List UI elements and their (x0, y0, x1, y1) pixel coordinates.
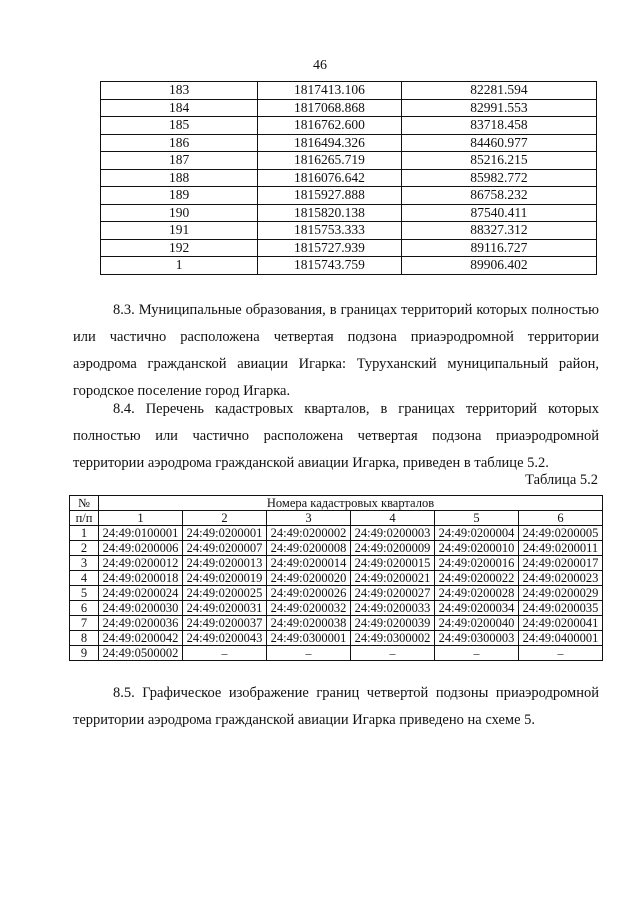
table-row (101, 222, 597, 240)
cadastral-quarter-cell: 24:49:0200006 (99, 541, 183, 556)
cadastral-quarter-cell: 24:49:0300003 (435, 631, 519, 646)
table-row (70, 526, 603, 541)
table-row (101, 152, 597, 170)
row-number-cell: 9 (70, 646, 99, 661)
paragraph-8-3 (73, 297, 599, 405)
y-coordinate-cell: 83718.458 (401, 117, 596, 135)
table-row (70, 616, 603, 631)
table-row (101, 257, 597, 275)
cadastral-quarter-cell: 24:49:0200027 (351, 586, 435, 601)
x-coordinate-cell: 1816494.326 (258, 134, 402, 152)
x-coordinate-cell: 1816762.600 (258, 117, 402, 135)
y-coordinate-cell: 88327.312 (401, 222, 596, 240)
cadastral-quarter-cell: 24:49:0200011 (519, 541, 603, 556)
cadastral-quarter-cell: 24:49:0200022 (435, 571, 519, 586)
cadastral-quarter-cell: 24:49:0200025 (183, 586, 267, 601)
cadastral-quarter-cell: 24:49:0200037 (183, 616, 267, 631)
row-number-cell: 1 (70, 526, 99, 541)
cadastral-quarter-cell: 24:49:0200004 (435, 526, 519, 541)
header-title: Номера кадастровых кварталов (99, 496, 603, 511)
point-number-cell: 187 (101, 152, 258, 170)
cadastral-quarter-cell: 24:49:0200033 (351, 601, 435, 616)
y-coordinate-cell: 85216.215 (401, 152, 596, 170)
cadastral-quarter-cell: – (183, 646, 267, 661)
cadastral-quarter-cell: 24:49:0200001 (183, 526, 267, 541)
cadastral-quarter-cell: 24:49:0200034 (435, 601, 519, 616)
table-row (70, 646, 603, 661)
point-number-cell: 184 (101, 99, 258, 117)
cadastral-quarter-cell: 24:49:0200016 (435, 556, 519, 571)
x-coordinate-cell: 1815727.939 (258, 239, 402, 257)
cadastral-quarter-cell: 24:49:0200012 (99, 556, 183, 571)
cadastral-quarter-cell: 24:49:0200042 (99, 631, 183, 646)
cadastral-quarter-cell: 24:49:0200005 (519, 526, 603, 541)
cadastral-quarter-cell: 24:49:0200026 (267, 586, 351, 601)
table-row (70, 556, 603, 571)
cadastral-quarter-cell: 24:49:0300001 (267, 631, 351, 646)
table-row (101, 187, 597, 205)
table-row (101, 204, 597, 222)
cadastral-quarter-cell: 24:49:0200029 (519, 586, 603, 601)
x-coordinate-cell: 1815753.333 (258, 222, 402, 240)
cadastral-quarter-cell: 24:49:0400001 (519, 631, 603, 646)
cadastral-quarter-cell: – (435, 646, 519, 661)
cadastral-quarter-cell: 24:49:0200002 (267, 526, 351, 541)
coordinates-table (100, 81, 597, 275)
x-coordinate-cell: 1816076.642 (258, 169, 402, 187)
point-number-cell: 183 (101, 82, 258, 100)
cadastral-quarter-cell: 24:49:0500002 (99, 646, 183, 661)
point-number-cell: 190 (101, 204, 258, 222)
table-row (101, 169, 597, 187)
point-number-cell: 1 (101, 257, 258, 275)
cadastral-quarter-cell: 24:49:0200010 (435, 541, 519, 556)
paragraph-8-4-text: 8.4. Перечень кадастровых кварталов, в границах территорий которых полностью или частично расположена четвертая подзона приаэродромной территории аэродрома гражданской авиации Игарка, приведен в таблице 5.2. (73, 401, 599, 471)
table-row (101, 99, 597, 117)
cadastral-quarter-cell: – (267, 646, 351, 661)
cadastral-quarter-cell: 24:49:0200009 (351, 541, 435, 556)
table-row (70, 571, 603, 586)
y-coordinate-cell: 89906.402 (401, 257, 596, 275)
column-number-cell: 1 (99, 511, 183, 526)
column-number-cell: 2 (183, 511, 267, 526)
x-coordinate-cell: 1815820.138 (258, 204, 402, 222)
table-row (101, 239, 597, 257)
point-number-cell: 185 (101, 117, 258, 135)
table-row (101, 134, 597, 152)
paragraph-8-3-text: 8.3. Муниципальные образования, в границах территорий которых полностью или частично расположена четвертая подзона приаэродромной территории аэродрома гражданской авиации Игарка: Туруханский муниципальный район, городское поселение город Игарка. (73, 302, 599, 399)
paragraph-8-5 (73, 680, 599, 734)
paragraph-8-5-text: 8.5. Графическое изображение границ четвертой подзоны приаэродромной территории аэродрома гражданской авиации Игарка приведено на схеме 5. (73, 685, 599, 728)
point-number-cell: 191 (101, 222, 258, 240)
page-number: 46 (313, 58, 327, 73)
cadastral-quarter-cell: 24:49:0300002 (351, 631, 435, 646)
cadastral-quarter-cell: 24:49:0200023 (519, 571, 603, 586)
row-number-cell: 2 (70, 541, 99, 556)
x-coordinate-cell: 1817068.868 (258, 99, 402, 117)
row-number-cell: 4 (70, 571, 99, 586)
y-coordinate-cell: 85982.772 (401, 169, 596, 187)
point-number-cell: 192 (101, 239, 258, 257)
x-coordinate-cell: 1815743.759 (258, 257, 402, 275)
cadastral-quarter-cell: 24:49:0200031 (183, 601, 267, 616)
paragraph-8-4 (73, 396, 599, 477)
point-number-cell: 186 (101, 134, 258, 152)
cadastral-quarter-cell: 24:49:0200007 (183, 541, 267, 556)
cadastral-quarter-cell: 24:49:0200041 (519, 616, 603, 631)
column-number-cell: 3 (267, 511, 351, 526)
cadastral-quarter-cell: 24:49:0200028 (435, 586, 519, 601)
row-number-cell: 5 (70, 586, 99, 601)
column-number-cell: 4 (351, 511, 435, 526)
cadastral-quarter-cell: 24:49:0100001 (99, 526, 183, 541)
row-number-cell: 8 (70, 631, 99, 646)
table-row (101, 82, 597, 100)
x-coordinate-cell: 1817413.106 (258, 82, 402, 100)
y-coordinate-cell: 89116.727 (401, 239, 596, 257)
cadastral-quarter-cell: 24:49:0200014 (267, 556, 351, 571)
x-coordinate-cell: 1816265.719 (258, 152, 402, 170)
header-pp: п/п (70, 511, 99, 526)
cadastral-quarter-cell: 24:49:0200020 (267, 571, 351, 586)
cadastral-quarter-cell: 24:49:0200024 (99, 586, 183, 601)
cadastral-quarter-cell: 24:49:0200043 (183, 631, 267, 646)
row-number-cell: 7 (70, 616, 99, 631)
table-row (70, 586, 603, 601)
cadastral-quarters-table (69, 495, 603, 661)
cadastral-quarter-cell: 24:49:0200030 (99, 601, 183, 616)
point-number-cell: 188 (101, 169, 258, 187)
y-coordinate-cell: 87540.411 (401, 204, 596, 222)
column-number-cell: 5 (435, 511, 519, 526)
cadastral-quarter-cell: 24:49:0200013 (183, 556, 267, 571)
y-coordinate-cell: 82991.553 (401, 99, 596, 117)
row-number-cell: 6 (70, 601, 99, 616)
cadastral-quarter-cell: 24:49:0200039 (351, 616, 435, 631)
y-coordinate-cell: 82281.594 (401, 82, 596, 100)
cadastral-quarter-cell: 24:49:0200017 (519, 556, 603, 571)
table-row (101, 117, 597, 135)
table-caption: Таблица 5.2 (525, 472, 598, 488)
cadastral-quarter-cell: 24:49:0200003 (351, 526, 435, 541)
cadastral-quarter-cell: 24:49:0200038 (267, 616, 351, 631)
cadastral-quarter-cell: 24:49:0200018 (99, 571, 183, 586)
cadastral-quarter-cell: 24:49:0200015 (351, 556, 435, 571)
cadastral-quarter-cell: 24:49:0200040 (435, 616, 519, 631)
cadastral-quarter-cell: – (519, 646, 603, 661)
y-coordinate-cell: 86758.232 (401, 187, 596, 205)
y-coordinate-cell: 84460.977 (401, 134, 596, 152)
point-number-cell: 189 (101, 187, 258, 205)
cadastral-quarter-cell: 24:49:0200032 (267, 601, 351, 616)
cadastral-quarter-cell: 24:49:0200035 (519, 601, 603, 616)
column-number-cell: 6 (519, 511, 603, 526)
table-row (70, 631, 603, 646)
table-row (70, 601, 603, 616)
cadastral-quarter-cell: 24:49:0200008 (267, 541, 351, 556)
cadastral-quarter-cell: – (351, 646, 435, 661)
table-row (70, 541, 603, 556)
cadastral-quarter-cell: 24:49:0200019 (183, 571, 267, 586)
header-number-sign: № (70, 496, 99, 511)
row-number-cell: 3 (70, 556, 99, 571)
x-coordinate-cell: 1815927.888 (258, 187, 402, 205)
cadastral-quarter-cell: 24:49:0200036 (99, 616, 183, 631)
cadastral-quarter-cell: 24:49:0200021 (351, 571, 435, 586)
